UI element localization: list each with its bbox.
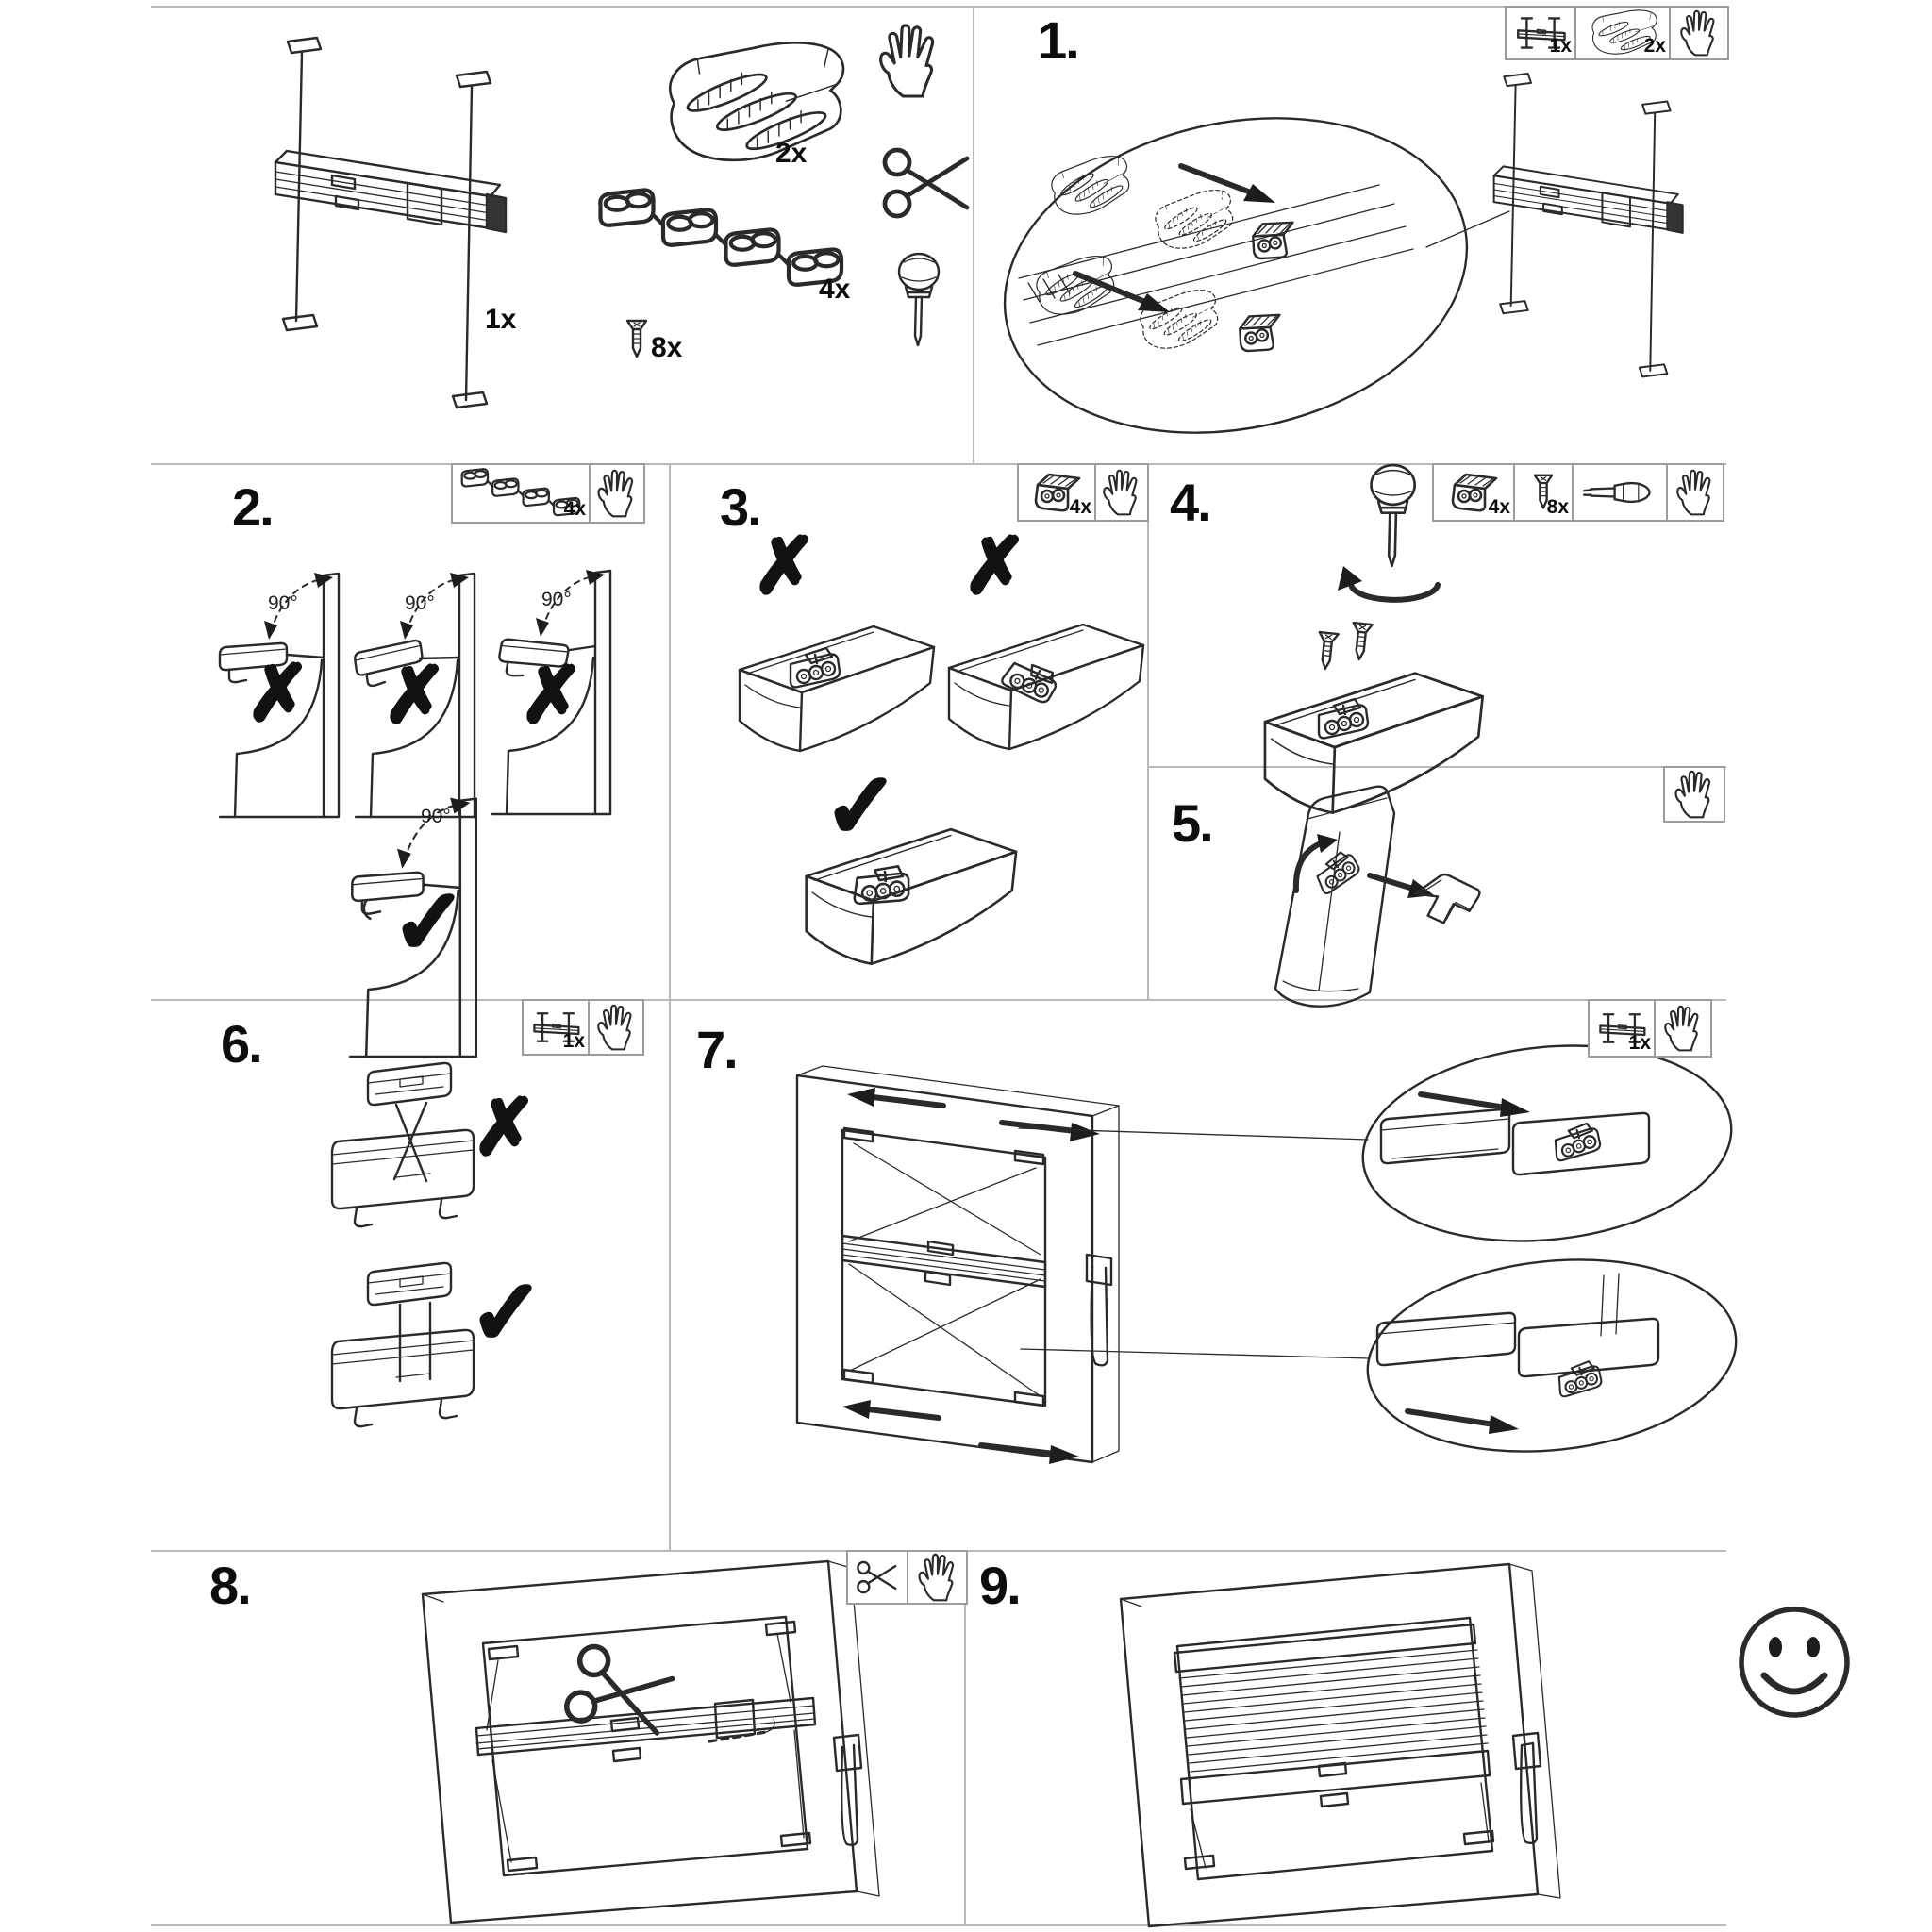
hand-icon [881,25,933,96]
step8-toolbox-scissors [848,1552,907,1603]
hand-icon [1675,469,1715,516]
step4-toolbox-hand [1666,465,1723,520]
step6-label: 6. [221,1014,261,1074]
step2-angle-label-4: 90° [421,806,451,827]
step7-toolbox-hand [1654,1001,1710,1056]
step7-detail-bottom-ellipse [1021,1242,1745,1469]
step3-toolbox-bracket [1019,465,1094,520]
step7-label: 7. [696,1020,737,1079]
step6-toolbox-blind [524,1001,588,1054]
step1-toolbox-clamp [1574,8,1669,58]
step7-toolbox-blind [1590,1001,1654,1056]
step6-blind-qty: 1x [562,1030,585,1052]
step4-label: 4. [1170,473,1210,532]
step8-toolbox [846,1550,968,1605]
screwdriver-mini-icon [1579,475,1660,509]
step3-toolbox-hand [1094,465,1147,520]
step9-label: 9. [979,1556,1020,1615]
scissors-icon [885,150,967,216]
parts-blind-drawing [275,38,506,408]
step1-label: 1. [1038,10,1078,70]
step1-clamp-qty: 2x [1643,35,1666,57]
step7-blind-qty: 1x [1628,1032,1651,1054]
step6-correct [332,1263,474,1426]
step3-wrong-mark-1: ✗ [753,522,817,610]
step2-toolbox-brackets [453,465,589,522]
smiley-icon [1741,1609,1847,1715]
step4-screw-qty: 8x [1546,496,1569,518]
step6-toolbox-hand [588,1001,642,1054]
step6-wrong [332,1063,474,1226]
hand-icon [1679,9,1719,57]
parts-screw-qty: 8x [651,332,683,363]
step3-correct-mark: ✓ [824,755,899,858]
step7-detail-top-ellipse [1019,1028,1741,1258]
step5-drawing [1275,787,1482,1007]
step6-wrong-mark: ✗ [473,1083,537,1172]
step1-toolbox-blind [1507,8,1574,58]
step5-toolbox [1663,766,1725,823]
step4-toolbox-screw [1513,465,1572,520]
step8-toolbox-hand [907,1552,966,1603]
step3-wrong-1 [740,626,934,751]
hand-icon [596,469,638,518]
step1-detail-ellipse [975,77,1497,474]
step6-toolbox [522,999,644,1056]
step2-label: 2. [232,477,273,537]
step1-blind-qty: 1x [1549,35,1572,57]
step2-wrong-mark-3: ✗ [520,651,584,740]
step5-toolbox-hand [1665,768,1724,821]
step1-toolbox-hand [1669,8,1727,58]
hand-icon [596,1004,636,1051]
step3-bracket-qty: 4x [1069,496,1091,518]
step2-wrong-mark-2: ✗ [383,651,447,740]
parts-clamp-qty: 2x [775,138,808,169]
parts-screw-drawing [627,321,646,357]
hand-icon [1102,469,1141,516]
screwdriver-icon [899,254,939,345]
step8-window-drawing [423,1561,879,1923]
hand-icon [1674,770,1715,819]
step4-toolbox-screwdriver [1572,465,1666,520]
parts-bracket-strip-qty: 4x [819,274,851,305]
step2-correct-mark: ✓ [391,871,467,974]
step8-label: 8. [209,1556,250,1615]
step5-label: 5. [1172,793,1212,853]
parts-blind-qty: 1x [485,304,517,335]
step2-toolbox [451,463,645,524]
step7-window-drawing [797,1066,1119,1464]
step2-angle-label-2: 90° [405,592,435,614]
step6-correct-mark: ✓ [469,1261,544,1365]
parts-clamp-drawing [670,42,843,159]
step2-bracket-qty: 4x [563,498,586,520]
step3-label: 3. [720,477,760,537]
step4-toolbox [1432,463,1724,522]
step4-toolbox-bracket [1434,465,1513,520]
step1-toolbox [1505,6,1729,60]
step2-toolbox-hand [589,465,643,522]
step3-toolbox [1017,463,1149,522]
step3-wrong-2 [949,625,1143,749]
step2-wrong-mark-1: ✗ [246,649,310,738]
hand-icon [917,1553,958,1602]
step7-toolbox [1588,999,1712,1058]
scissors-icon [856,1557,899,1598]
step2-angle-label-1: 90° [268,592,298,614]
step3-wrong-mark-2: ✗ [963,522,1027,610]
step9-window-drawing [1121,1564,1560,1926]
hand-icon [1663,1005,1703,1052]
step2-angle-label-3: 90° [541,589,572,610]
parts-bracket-strip-drawing [600,191,841,285]
step4-bracket-qty: 4x [1488,496,1510,518]
